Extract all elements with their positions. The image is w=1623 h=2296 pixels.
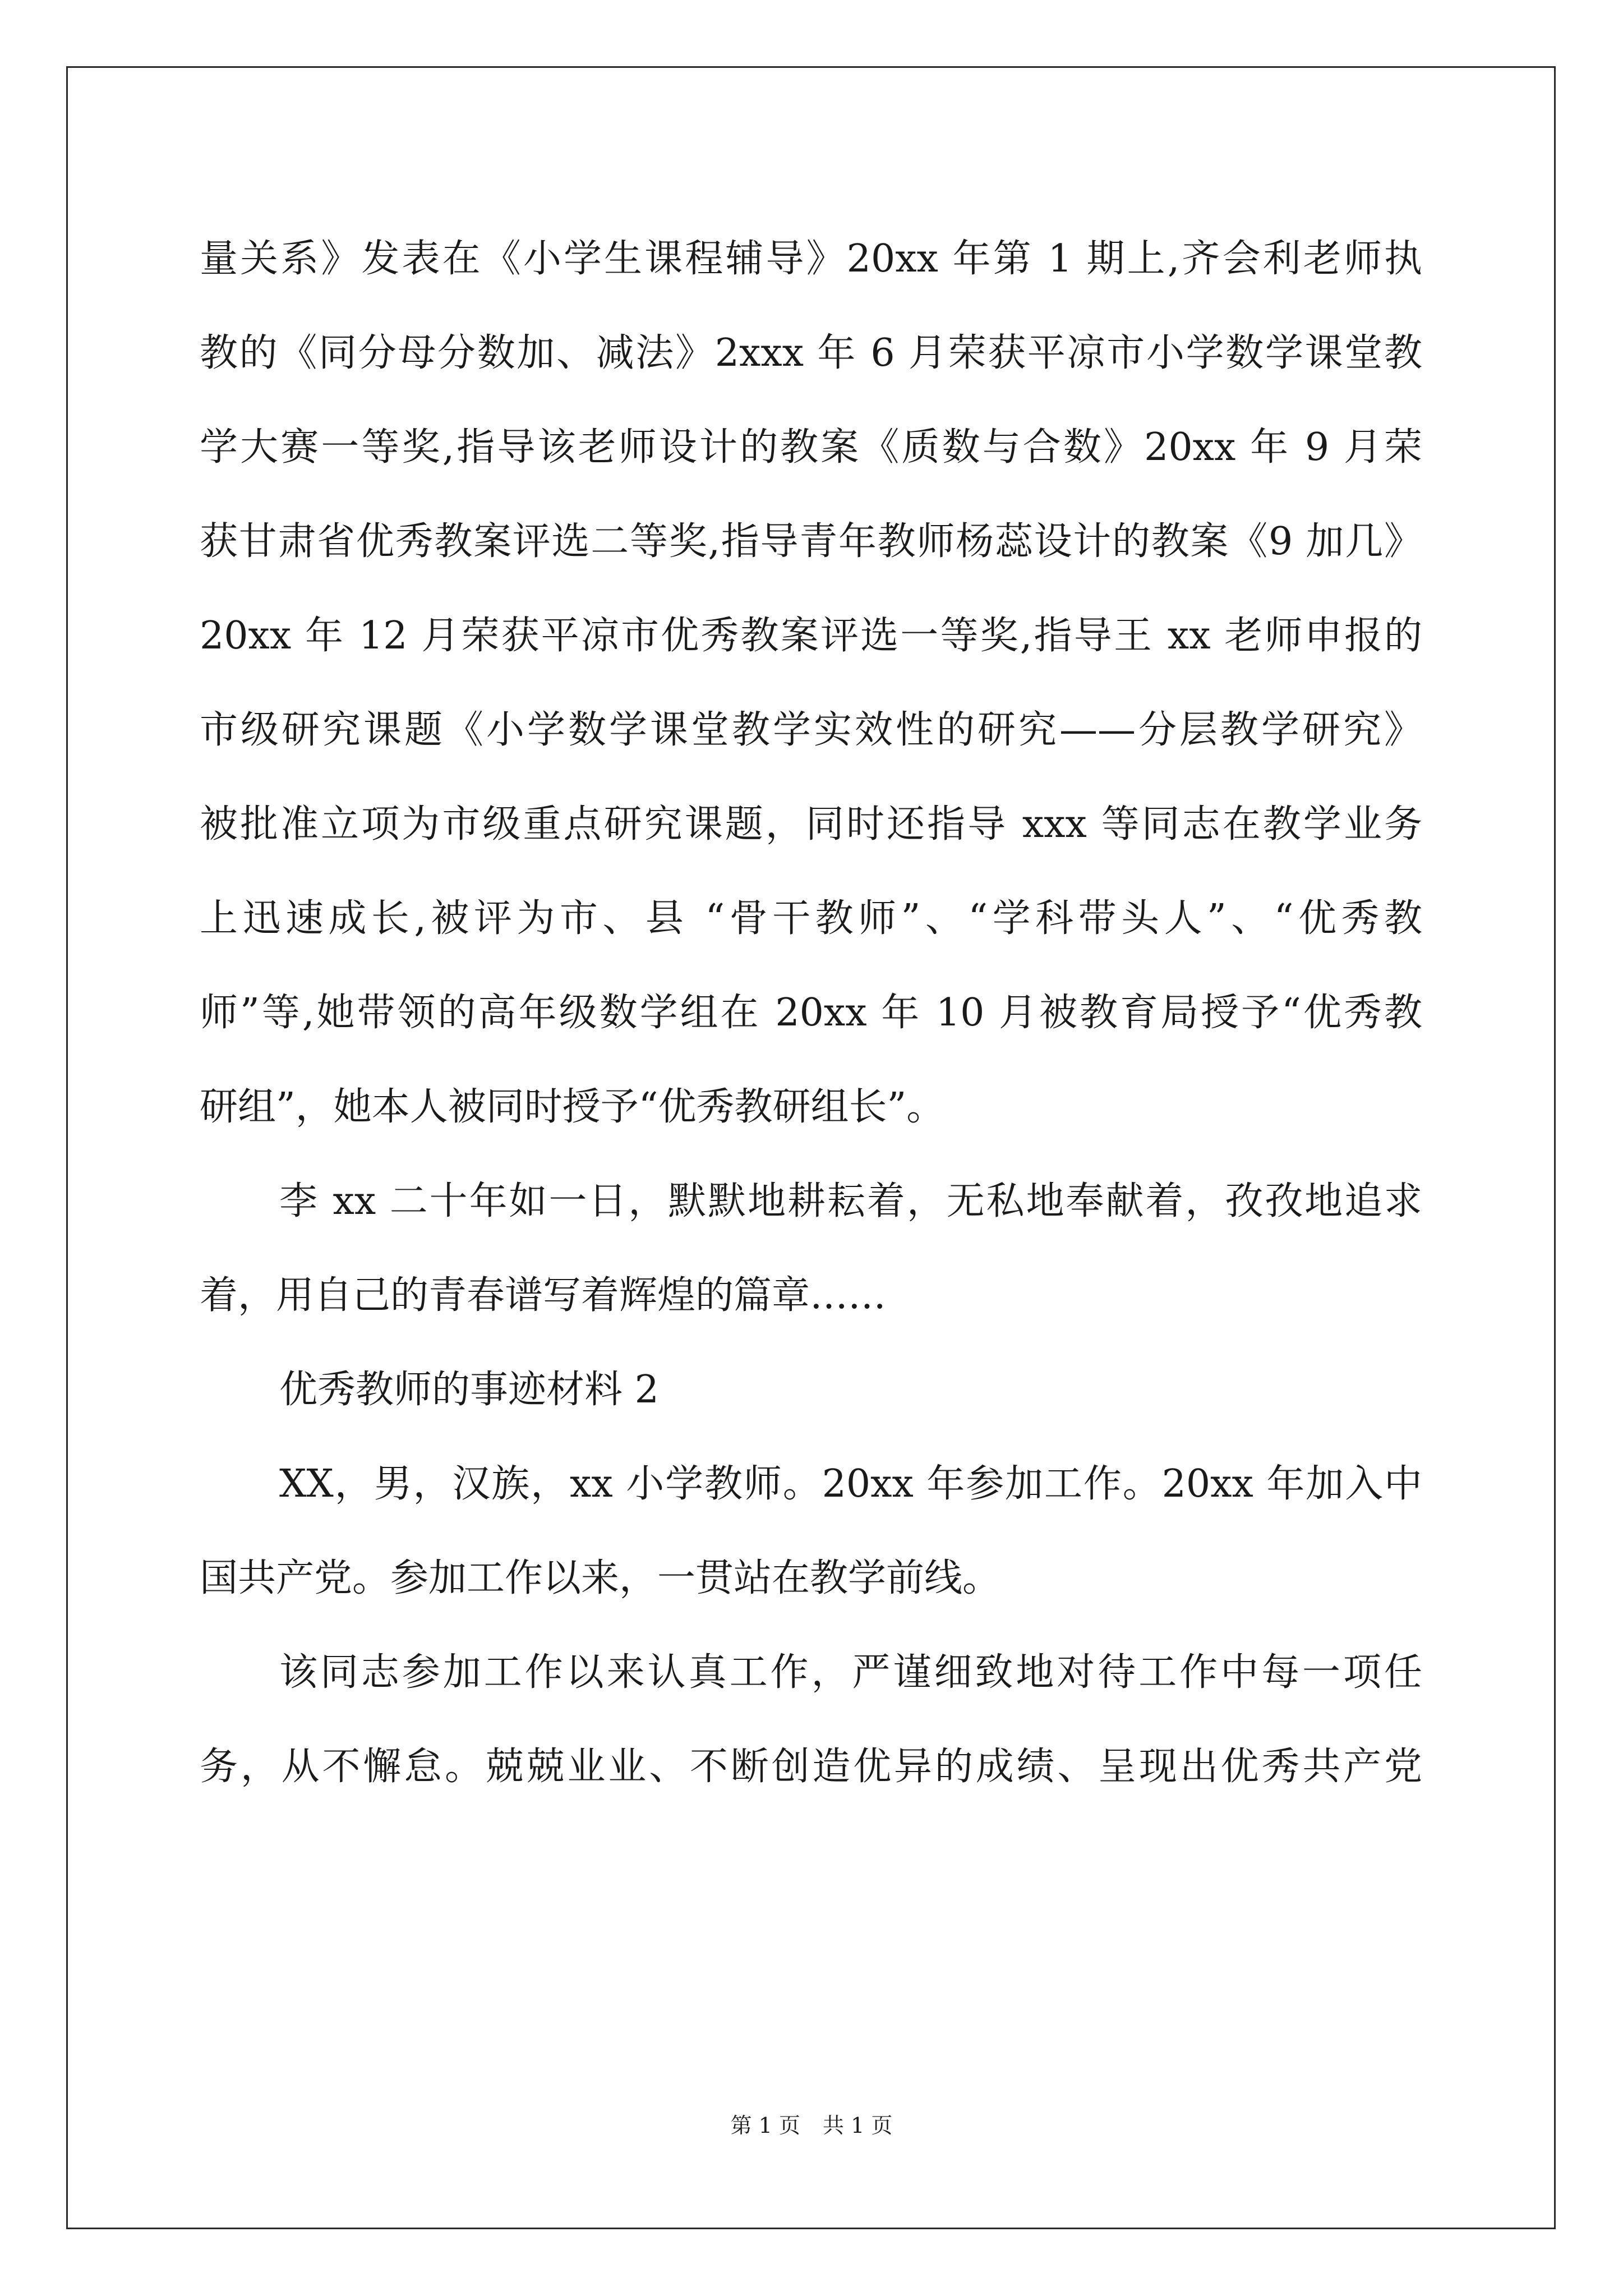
text-line: 量关系》发表在《小学生课程辅导》20xx 年第 1 期上,齐会利老师执 <box>200 237 1423 281</box>
text-line: 李 xx 二十年如一日，默默地耕耘着，无私地奉献着，孜孜地追求 <box>279 1179 1422 1223</box>
page-total: 共 1 页 <box>823 2113 893 2138</box>
text-line: 被批准立项为市级重点研究课题，同时还指导 xxx 等同志在教学业务 <box>200 802 1423 846</box>
text-line: XX，男，汉族，xx 小学教师。20xx 年参加工作。20xx 年加入中 <box>279 1462 1422 1506</box>
text-line: 国共产党。参加工作以来，一贯站在教学前线。 <box>200 1556 1001 1600</box>
section-heading: 优秀教师的事迹材料 2 <box>279 1368 659 1412</box>
text-line: 研组”，她本人被同时授予“优秀教研组长”。 <box>200 1085 945 1129</box>
text-line: 市级研究课题《小学数学课堂教学实效性的研究——分层教学研究》 <box>200 708 1422 752</box>
page-number: 第 1 页 <box>730 2113 800 2138</box>
text-line: 该同志参加工作以来认真工作，严谨细致地对待工作中每一项任 <box>279 1650 1422 1695</box>
text-line: 着，用自己的青春谱写着辉煌的篇章…… <box>200 1273 887 1318</box>
page-footer <box>0 2108 1623 2139</box>
text-line: 务，从不懈怠。兢兢业业、不断创造优异的成绩、呈现出优秀共产党 <box>200 1745 1422 1789</box>
text-line: 20xx 年 12 月荣获平凉市优秀教案评选一等奖,指导王 xx 老师申报的 <box>200 614 1422 658</box>
text-line: 学大赛一等奖,指导该老师设计的教案《质数与合数》20xx 年 9 月荣 <box>200 425 1422 470</box>
text-line: 教的《同分母分数加、减法》2xxx 年 6 月荣获平凉市小学数学课堂教 <box>200 331 1422 375</box>
document-body <box>200 212 1422 1814</box>
text-line: 获甘肃省优秀教案评选二等奖,指导青年教师杨蕊设计的教案《9 加几》 <box>200 519 1422 564</box>
text-line: 师”等,她带领的高年级数学组在 20xx 年 10 月被教育局授予“优秀教 <box>200 991 1422 1035</box>
text-line: 上迅速成长,被评为市、县 “骨干教师”、“学科带头人”、“优秀教 <box>200 896 1422 941</box>
